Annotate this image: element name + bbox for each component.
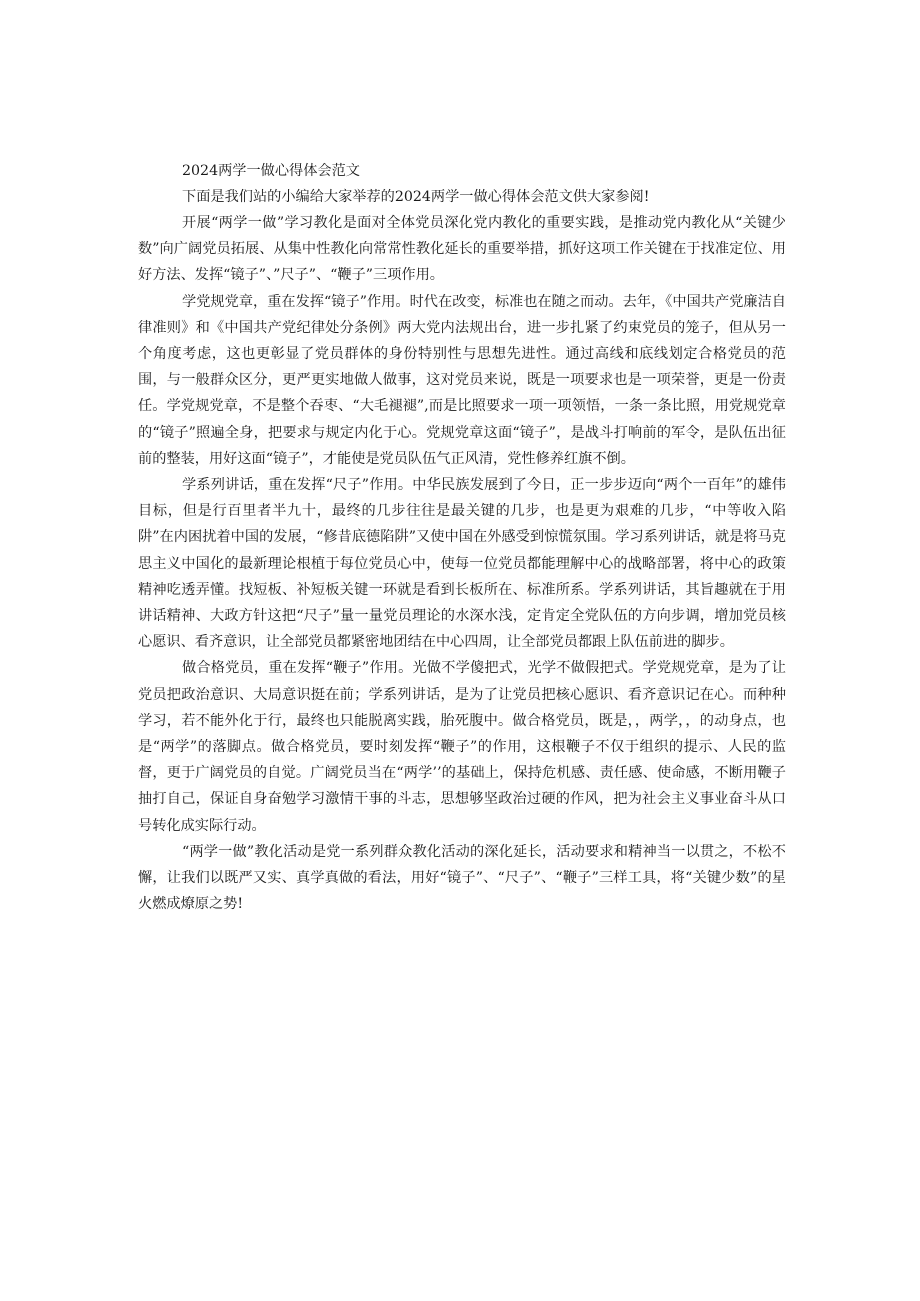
body-paragraph-4: 做合格党员，重在发挥“鞭子”作用。光做不学傻把式，光学不做假把式。学党规党章，是为了让党员把政治意识、大局意识挺在前；学系列讲话，是为了让党员把核心愿识、看齐意识记在心。而种种学习，若不能外化于行，最终也只能脱离实践，胎死腹中。做合格党员，既是，，两学，，的动身点，也是“两学”的落脚点。做合格党员，要时刻发挥“鞭子”的作用，这根鞭子不仅于组织的提示、人民的监督，更于广阔党员的自觉。广阔党员当在“两学’’的基础上，保持危机感、责任感、使命感，不断用鞭子抽打自己，保证自身奋勉学习激情干事的斗志，思想够坚政治过硬的作风，把为社会主义事业奋斗从口号转化成实际行动。 (138, 660, 786, 834)
body-paragraph-5: “两学一做”教化活动是党一系列群众教化活动的深化延长，活动要求和精神当一以贯之，不松不懈，让我们以既严又实、真学真做的看法，用好“镜子”、“尺子”、“鞭子”三样工具，将“关键少数”的星火燃成燎原之势! (138, 843, 786, 913)
body-paragraph-3: 学系列讲话，重在发挥“尺子”作用。中华民族发展到了今日，正一步步迈向“两个一百年”的雄伟目标，但是行百里者半九十，最终的几步往往是最关键的几步，也是更为艰难的几步，“中等收入陷阱”在内困扰着中国的发展，“修昔底德陷阱”又使中国在外感受到惊慌氛围。学习系列讲话，就是将马克思主义中国化的最新理论根植于每位党员心中，使每一位党员都能理解中心的战略部署，将中心的政策精神吃透弄懂。找短板、补短板关键一环就是看到长板所在、标准所系。学系列讲话，其旨趣就在于用讲话精神、大政方针这把“尺子”量一量党员理论的水深水浅，定肯定全党队伍的方向步调，增加党员核心愿识、看齐意识，让全部党员都紧密地团结在中心四周，让全部党员都跟上队伍前进的脚步。 (138, 477, 786, 651)
document-page (138, 158, 786, 917)
body-paragraph-2: 学党规党章，重在发挥“镜子”作用。时代在改变，标准也在随之而动。去年，《中国共产党廉洁自律准则》和《中国共产党纪律处分条例》两大党内法规出台，进一步扎紧了约束党员的笼子，但从另一个角度考虑，这也更彰显了党员群体的身份特别性与思想先进性。通过高线和底线划定合格党员的范围，与一般群众区分，更严更实地做人做事，这对党员来说，既是一项要求也是一项荣誉，更是一份责任。学党规党章，不是整个吞枣、“大毛褪褪”,而是比照要求一项一项领悟，一条一条比照，用党规党章的“镜子”照遍全身，把要求与规定内化于心。党规党章这面“镜子”，是战斗打响前的军令，是队伍出征前的整装，用好这面“镜子”，才能使是党员队伍气正风清，党性修养红旗不倒。 (138, 293, 786, 467)
intro-paragraph: 下面是我们站的小编给大家举荐的2024两学一做心得体会范文供大家参阅! (182, 189, 650, 205)
document-title: 2024两学一做心得体会范文 (182, 163, 360, 179)
body-paragraph-1: 开展“两学一做”学习教化是面对全体党员深化党内教化的重要实践，是推动党内教化从“关键少数”向广阔党员拓展、从集中性教化向常常性教化延长的重要举措，抓好这项工作关键在于找准定位、用好方法、发挥“镜子”、”尺子”、“鞭子”三项作用。 (138, 215, 786, 284)
